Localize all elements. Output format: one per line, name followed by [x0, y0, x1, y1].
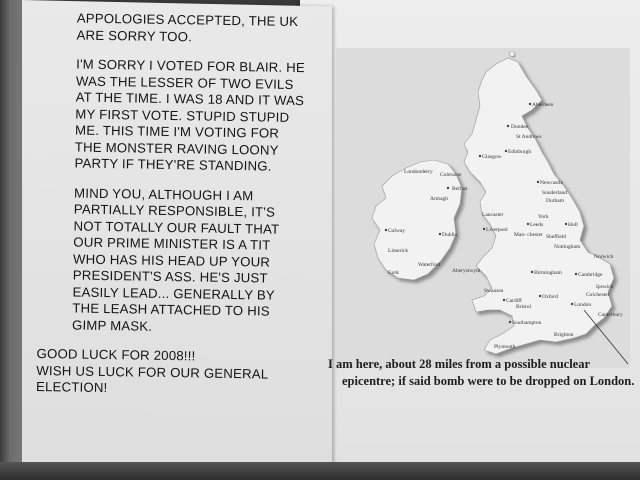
shetland-orkney — [510, 52, 515, 57]
city-armagh: Armagh — [430, 196, 449, 202]
city-swansea: Swansea — [484, 288, 504, 294]
city-cork: Cork — [388, 270, 399, 276]
city-lancaster: Lancaster — [482, 212, 504, 218]
letter-paragraph-4: GOOD LUCK FOR 2008!!! WISH US LUCK FOR OUR GENERAL ELECTION! — [35, 345, 269, 396]
city-london: London — [574, 302, 592, 308]
city-belfast: Belfast — [452, 186, 468, 192]
city-manchester: Man- chester — [514, 232, 543, 238]
city-sunderland: Sunderland — [542, 190, 568, 196]
city-newcastle: Newcastle — [540, 180, 563, 186]
city-edinburgh: Edinburgh — [508, 149, 532, 155]
city-glasgow: Glasgow — [482, 154, 502, 160]
caption-line-1: I am here, about 28 miles from a possible nuclear — [328, 357, 591, 371]
city-cambridge: Cambridge — [578, 272, 603, 278]
map-caption — [328, 356, 640, 390]
city-oxford: Oxford — [542, 294, 558, 300]
uk-ireland-map — [336, 48, 630, 368]
city-brighton: Brighton — [554, 332, 574, 338]
city-plymouth: Plymouth — [494, 344, 516, 350]
city-galway: Galway — [388, 228, 406, 234]
city-aberystwyth: Aberystwyth — [452, 268, 481, 274]
city-dundee: Dundee — [511, 124, 529, 130]
letter-paragraph-1: APPOLOGIES ACCEPTED, THE UK ARE SORRY TOO. — [76, 10, 299, 44]
ireland-landmass — [372, 160, 462, 280]
city-southampton: Southampton — [512, 320, 542, 326]
caption-line-2: epicentre; if said bomb were to be dropped on London. — [342, 374, 635, 388]
city-leeds: Leeds — [530, 222, 544, 228]
city-waterford: Waterford — [418, 262, 441, 268]
city-hull: Hull — [568, 222, 578, 228]
city-durham: Durham — [546, 198, 565, 204]
table-edge-shadow — [0, 462, 640, 480]
city-bristol: Bristol — [516, 304, 531, 310]
city-cardiff: Cardiff — [506, 298, 522, 304]
city-coleraine: Coleraine — [440, 172, 462, 178]
city-liverpool: Liverpool — [486, 227, 508, 233]
city-nottingham: Nottingham — [554, 244, 581, 250]
city-dublin: Dublin — [442, 232, 458, 238]
city-canterbury: Canterbury — [598, 312, 623, 318]
city-londonderry: Londonderry — [404, 169, 433, 175]
letter-text — [36, 10, 312, 413]
city-birmingham: Birmingham — [534, 270, 562, 276]
city-york: York — [538, 214, 549, 220]
city-ipswich: Ipswich — [596, 284, 614, 290]
letter-paragraph-3: MIND YOU, ALTHOUGH I AM PARTIALLY RESPONSIBLE, IT'S NOT TOTALLY OUR FAULT THAT OUR PRIME MINISTER IS A TIT WHO HAS HIS HEAD UP YOUR PRESIDENT'S ASS. HE'S JUST EASILY LEAD... GENERALLY BY THE LEASH ATTACHED TO HIS GIMP MASK. — [71, 185, 280, 334]
city-aberdeen: Aberdeen — [532, 102, 554, 108]
letter-paragraph-2: I'M SORRY I VOTED FOR BLAIR. HE WAS THE LESSER OF TWO EVILS AT THE TIME. I WAS 18 AND IT WAS MY FIRST VOTE. STUPID STUPID ME. THIS TIME I'M VOTING FOR THE MONSTER RAVING LOONY PARTY IF THEY'RE STANDING. — [74, 56, 306, 174]
city-norwich: Norwich — [594, 254, 614, 260]
city-colchester: Colchester — [586, 292, 610, 298]
city-limerick: Limerick — [388, 248, 409, 254]
city-standrews: St Andrews — [516, 134, 542, 140]
city-sheffield: Sheffield — [546, 234, 567, 240]
